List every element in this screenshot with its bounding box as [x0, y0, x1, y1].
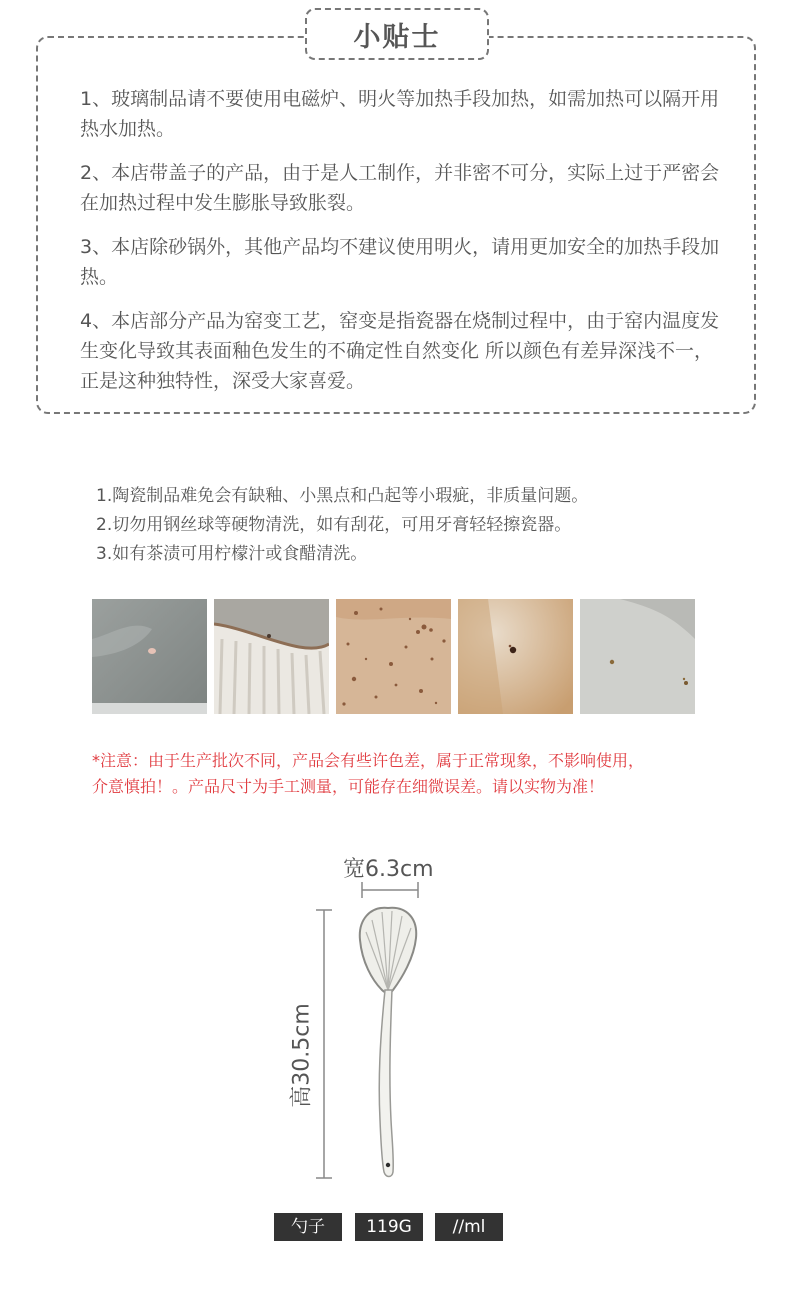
care-item-2: 2.切勿用钢丝球等硬物清洗，如有刮花，可用牙膏轻轻擦瓷器。 [96, 515, 572, 535]
tips-title-box [305, 8, 489, 60]
defect-photos [92, 599, 698, 714]
defect-photo-gray-glaze [92, 599, 207, 714]
spoon-illustration [0, 840, 790, 1200]
tip-item-1: 1、玻璃制品请不要使用电磁炉、明火等加热手段加热，如需加热可以隔开用热水加热。 [80, 88, 720, 140]
tag-weight: 119G [355, 1213, 423, 1241]
tips-list [80, 84, 720, 410]
dimensions-diagram [0, 840, 790, 1200]
defect-photo-black-dot [458, 599, 573, 714]
width-label: 宽6.3cm [343, 857, 434, 882]
height-label: 高30.5cm [289, 1003, 315, 1108]
defect-photo-gray-dots [580, 599, 695, 714]
tip-item-3: 3、本店除砂锅外，其他产品均不建议使用明火，请用更加安全的加热手段加热。 [80, 236, 720, 288]
care-item-3: 3.如有茶渍可用柠檬汁或食醋清洗。 [96, 544, 368, 564]
tips-title: 小贴士 [353, 21, 441, 53]
tag-volume: //ml [435, 1213, 503, 1241]
defect-photo-speckles [336, 599, 451, 714]
notice-line-1: *注意：由于生产批次不同，产品会有些许色差，属于正常现象，不影响使用， [92, 751, 645, 770]
care-item-1: 1.陶瓷制品难免会有缺釉、小黑点和凸起等小瑕疵，非质量问题。 [96, 486, 589, 506]
tag-name: 勺子 [274, 1213, 342, 1241]
notice [92, 748, 732, 800]
tip-item-2: 2、本店带盖子的产品，由于是人工制作，并非密不可分，实际上过于严密会在加热过程中发生膨胀导致胀裂。 [80, 162, 720, 214]
notice-line-2: 介意慎拍！。产品尺寸为手工测量，可能存在细微误差。请以实物为准！ [92, 777, 605, 796]
tip-item-4: 4、本店部分产品为窑变工艺，窑变是指瓷器在烧制过程中，由于窑内温度发生变化导致其表面釉色发生的不确定性自然变化 所以颜色有差异深浅不一，正是这种独特性，深受大家喜爱。 [80, 310, 720, 392]
care-instructions [96, 482, 736, 569]
defect-photo-rim [214, 599, 329, 714]
